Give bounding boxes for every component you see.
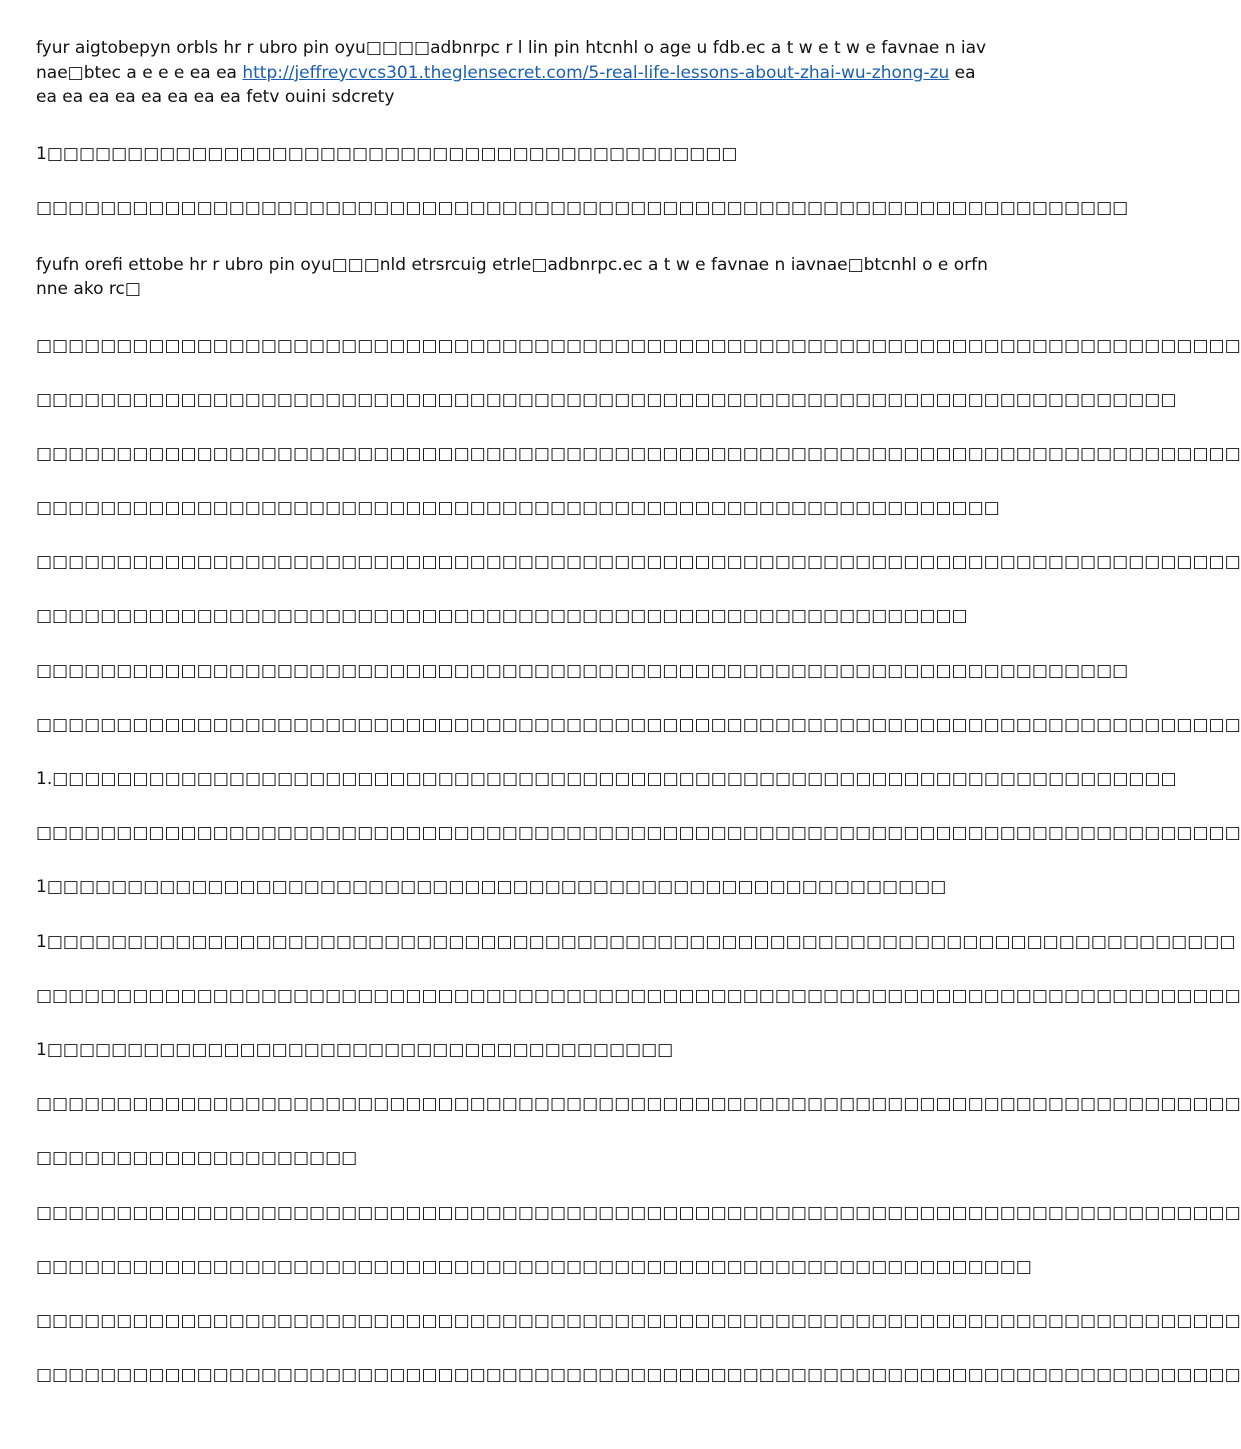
text-line-10: □□□□□□□□□□□□□□□□□□□□□□□□□□□□□□□□□□□□□□□□□□□□□□□□□□□□□□□□□□□□□□□□□□□□□□□□□□□ <box>36 823 1241 844</box>
paragraph-3: fyufn orefi ettobe hr r ubro pin oyu□□□nld etrsrcuig etrle□adbnrpc.ec a t w e favnae n iavnae□btcnhl o e orfnnne ako rc□ <box>36 254 988 299</box>
text-line-2: □□□□□□□□□□□□□□□□□□□□□□□□□□□□□□□□□□□□□□□□□□□□□□□□□□□□□□□□□□□□□□□□□□□□□□□ <box>36 389 1177 410</box>
paragraph-2: □□□□□□□□□□□□□□□□□□□□□□□□□□□□□□□□□□□□□□□□□□□□□□□□□□□□□□□□□□□□□□□□□□□□ <box>36 198 1129 218</box>
text-line-14: 1□□□□□□□□□□□□□□□□□□□□□□□□□□□□□□□□□□□□□□□ <box>36 1039 674 1060</box>
text-line-8: □□□□□□□□□□□□□□□□□□□□□□□□□□□□□□□□□□□□□□□□□□□□□□□□□□□□□□□□□□□□□□□□□□□□□□□□□□□ <box>36 714 1241 735</box>
text-line-19: □□□□□□□□□□□□□□□□□□□□□□□□□□□□□□□□□□□□□□□□□□□□□□□□□□□□□□□□□□□□□□□□□□□□□□□□□□□ <box>36 1310 1241 1331</box>
text-line-17: □□□□□□□□□□□□□□□□□□□□□□□□□□□□□□□□□□□□□□□□□□□□□□□□□□□□□□□□□□□□□□□□□□□□□□□□□□□ <box>36 1202 1241 1223</box>
text-line-7: □□□□□□□□□□□□□□□□□□□□□□□□□□□□□□□□□□□□□□□□□□□□□□□□□□□□□□□□□□□□□□□□□□□□ <box>36 660 1129 681</box>
article-link[interactable]: http://jeffreycvcs301.theglensecret.com/5-real-life-lessons-about-zhai-wu-zhong-zu <box>242 62 950 83</box>
text-line-3: □□□□□□□□□□□□□□□□□□□□□□□□□□□□□□□□□□□□□□□□□□□□□□□□□□□□□□□□□□□□□□□□□□□□□□□□□□□ <box>36 443 1241 464</box>
text-line-6: □□□□□□□□□□□□□□□□□□□□□□□□□□□□□□□□□□□□□□□□□□□□□□□□□□□□□□□□□□ <box>36 606 968 627</box>
paragraph-1: 1□□□□□□□□□□□□□□□□□□□□□□□□□□□□□□□□□□□□□□□□□□□ <box>36 143 738 164</box>
text-line-11: 1□□□□□□□□□□□□□□□□□□□□□□□□□□□□□□□□□□□□□□□□□□□□□□□□□□□□□□□□ <box>36 877 947 898</box>
text-line-5: □□□□□□□□□□□□□□□□□□□□□□□□□□□□□□□□□□□□□□□□□□□□□□□□□□□□□□□□□□□□□□□□□□□□□□□□□□□ <box>36 552 1241 573</box>
intro-paragraph <box>36 36 991 110</box>
text-line-4: □□□□□□□□□□□□□□□□□□□□□□□□□□□□□□□□□□□□□□□□□□□□□□□□□□□□□□□□□□□□ <box>36 498 1000 519</box>
text-line-12: 1□□□□□□□□□□□□□□□□□□□□□□□□□□□□□□□□□□□□□□□□□□□□□□□□□□□□□□□□□□□□□□□□□□□□□□□□□□ <box>36 931 1236 952</box>
text-line-20: □□□□□□□□□□□□□□□□□□□□□□□□□□□□□□□□□□□□□□□□□□□□□□□□□□□□□□□□□□□□□□□□□□□□□□□□□□□ <box>36 1365 1241 1386</box>
text-line-1: □□□□□□□□□□□□□□□□□□□□□□□□□□□□□□□□□□□□□□□□□□□□□□□□□□□□□□□□□□□□□□□□□□□□□□□□□□□ <box>36 335 1241 356</box>
text-line-15: □□□□□□□□□□□□□□□□□□□□□□□□□□□□□□□□□□□□□□□□□□□□□□□□□□□□□□□□□□□□□□□□□□□□□□□□□□□ <box>36 1094 1241 1115</box>
intro-text-before-link: fyur aigtobepyn orbls hr r ubro pin oyu□□□□adbnrpc r l lin pin htcnhl o age u fdb.ec a t w e t w e favnae n iavnae□btec a e e e ea ea <box>36 38 987 83</box>
intro-text-after-link: ea ea ea ea ea ea ea ea ea fetv ouini sdcrety <box>36 62 976 107</box>
text-line-18: □□□□□□□□□□□□□□□□□□□□□□□□□□□□□□□□□□□□□□□□□□□□□□□□□□□□□□□□□□□□□□ <box>36 1256 1032 1277</box>
text-line-13: □□□□□□□□□□□□□□□□□□□□□□□□□□□□□□□□□□□□□□□□□□□□□□□□□□□□□□□□□□□□□□□□□□□□□□□□□□□ <box>36 985 1241 1006</box>
text-line-9: 1.□□□□□□□□□□□□□□□□□□□□□□□□□□□□□□□□□□□□□□□□□□□□□□□□□□□□□□□□□□□□□□□□□□□□□□ <box>36 769 1177 789</box>
text-line-16: □□□□□□□□□□□□□□□□□□□□ <box>36 1148 358 1169</box>
document-page <box>36 36 1241 1417</box>
